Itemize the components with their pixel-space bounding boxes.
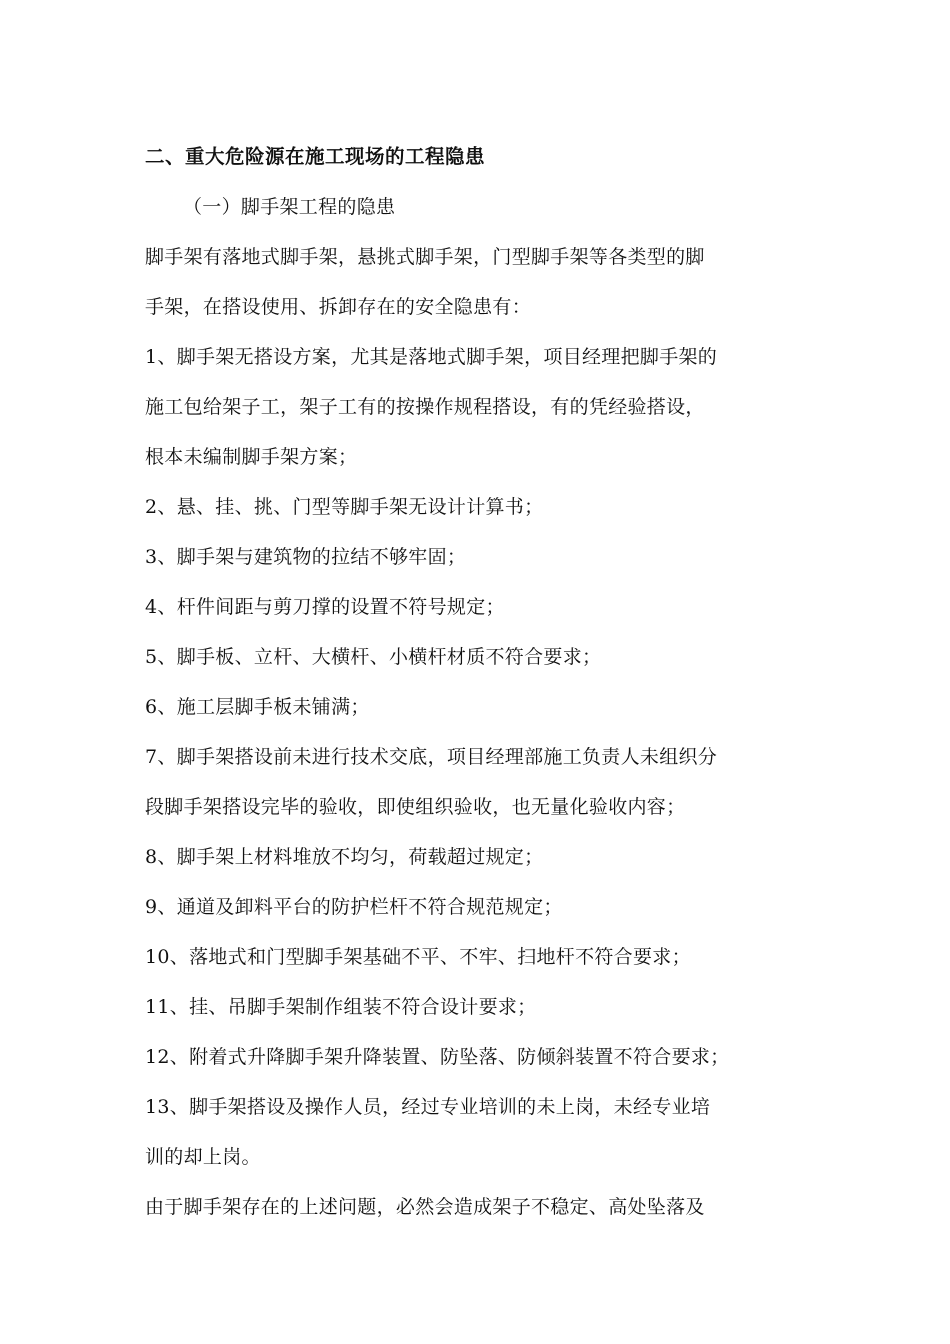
list-item-line: 10、落地式和门型脚手架基础不平、不牢、扫地杆不符合要求； — [145, 946, 691, 968]
list-item-line: 2、悬、挂、挑、门型等脚手架无设计计算书； — [145, 496, 544, 518]
section-heading: 二、重大危险源在施工现场的工程隐患 — [145, 145, 486, 168]
list-item-line: 4、杆件间距与剪刀撑的设置不符号规定； — [145, 596, 505, 618]
list-item-line: 段脚手架搭设完毕的验收，即使组织验收，也无量化验收内容； — [145, 796, 686, 818]
list-item-line: 1、脚手架无搭设方案，尤其是落地式脚手架，项目经理把脚手架的 — [145, 346, 718, 368]
paragraph-line: 脚手架有落地式脚手架，悬挑式脚手架，门型脚手架等各类型的脚 — [145, 246, 705, 268]
list-item-line: 5、脚手板、立杆、大横杆、小横杆材质不符合要求； — [145, 646, 602, 668]
list-item-line: 施工包给架子工，架子工有的按操作规程搭设，有的凭经验搭设， — [145, 396, 705, 418]
list-item-line: 12、附着式升降脚手架升降装置、防坠落、防倾斜装置不符合要求； — [145, 1046, 730, 1068]
paragraph-line: 由于脚手架存在的上述问题，必然会造成架子不稳定、高处坠落及 — [145, 1196, 705, 1218]
list-item-line: 9、通道及卸料平台的防护栏杆不符合规范规定； — [145, 896, 563, 918]
paragraph-line: 手架，在搭设使用、拆卸存在的安全隐患有： — [145, 296, 532, 318]
subsection-heading: （一）脚手架工程的隐患 — [183, 196, 396, 218]
list-item-line: 8、脚手架上材料堆放不均匀，荷载超过规定； — [145, 846, 544, 868]
list-item-line: 训的却上岗。 — [145, 1146, 261, 1168]
list-item-line: 3、脚手架与建筑物的拉结不够牢固； — [145, 546, 467, 568]
list-item-line: 6、施工层脚手板未铺满； — [145, 696, 370, 718]
list-item-line: 根本未编制脚手架方案； — [145, 446, 358, 468]
list-item-line: 11、挂、吊脚手架制作组装不符合设计要求； — [145, 996, 537, 1018]
list-item-line: 13、脚手架搭设及操作人员，经过专业培训的未上岗，未经专业培 — [145, 1096, 711, 1118]
list-item-line: 7、脚手架搭设前未进行技术交底，项目经理部施工负责人未组织分 — [145, 746, 718, 768]
document-body — [145, 132, 815, 1232]
